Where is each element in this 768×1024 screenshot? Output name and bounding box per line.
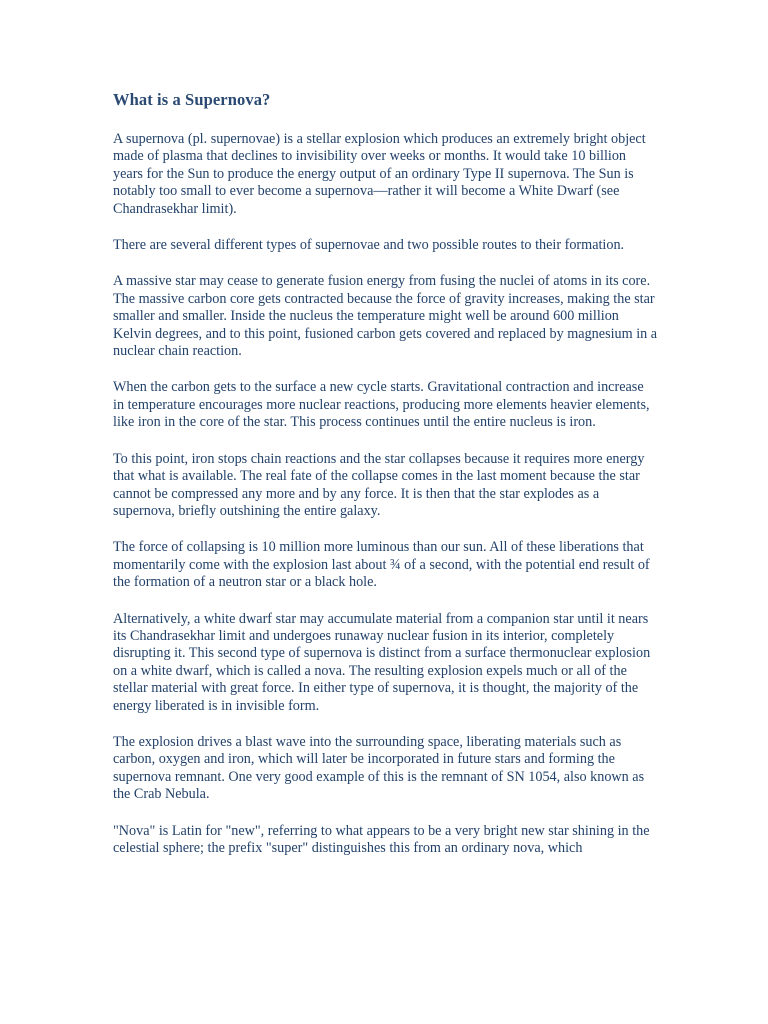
paragraph-carbon-cycle: When the carbon gets to the surface a new cycle starts. Gravitational contraction and increase in temperature encourages more nuclear reactions, producing more elements heavier elements, like iron in the core of the star. This process continues until the entire nucleus is iron.: [113, 379, 650, 431]
paragraph-massive-star: A massive star may cease to generate fusion energy from fusing the nuclei of atoms in its core. The massive carbon core gets contracted because the force of gravity increases, making the star smaller and smaller. Inside the nucleus the temperature might well be around 600 million Kelvin degrees, and to this point, fusioned carbon gets covered and replaced by magnesium in a nuclear chain reaction.: [113, 273, 658, 360]
document-title: What is a Supernova?: [113, 90, 271, 109]
paragraph-collapse-force: The force of collapsing is 10 million more luminous than our sun. All of these liberations that momentarily come with the explosion last about ¾ of a second, with the potential end result of the formation of a neutron star or a black hole.: [113, 539, 650, 591]
paragraph-nova-etymology: "Nova" is Latin for "new", referring to what appears to be a very bright new star shining in the celestial sphere; the prefix "super" distinguishes this from an ordinary nova, which: [113, 822, 650, 856]
paragraph-iron-collapse: To this point, iron stops chain reactions and the star collapses because it requires more energy that what is available. The real fate of the collapse comes in the last moment because the star cannot be compressed any more and by any force. It is then that the star explodes as a supernova, briefly outshining the entire galaxy.: [113, 450, 645, 519]
document-page: [113, 90, 658, 876]
paragraph-blast-wave: The explosion drives a blast wave into the surrounding space, liberating materials such as carbon, oxygen and iron, which will later be incorporated in future stars and forming the supernova remnant. One very good example of this is the remnant of SN 1054, also known as the Crab Nebula.: [113, 733, 645, 803]
paragraph-white-dwarf: Alternatively, a white dwarf star may accumulate material from a companion star until it nears its Chandrasekhar limit and undergoes runaway nuclear fusion in its interior, completely disrupting it. This second type of supernova is distinct from a surface thermonuclear explosion on a white dwarf, which is called a nova. The resulting explosion expels much or all of the stellar material with great force. In either type of supernova, it is thought, the majority of the energy liberated is in invisible form.: [113, 610, 651, 714]
paragraph-types: There are several different types of supernovae and two possible routes to their formation.: [113, 237, 625, 254]
paragraph-definition: A supernova (pl. supernovae) is a stellar explosion which produces an extremely bright object made of plasma that declines to invisibility over weeks or months. It would take 10 billion years for the Sun to produce the energy output of an ordinary Type II supernova. The Sun is notably too small to ever become a supernova—rather it will become a White Dwarf (see Chandrasekhar limit).: [113, 131, 646, 217]
